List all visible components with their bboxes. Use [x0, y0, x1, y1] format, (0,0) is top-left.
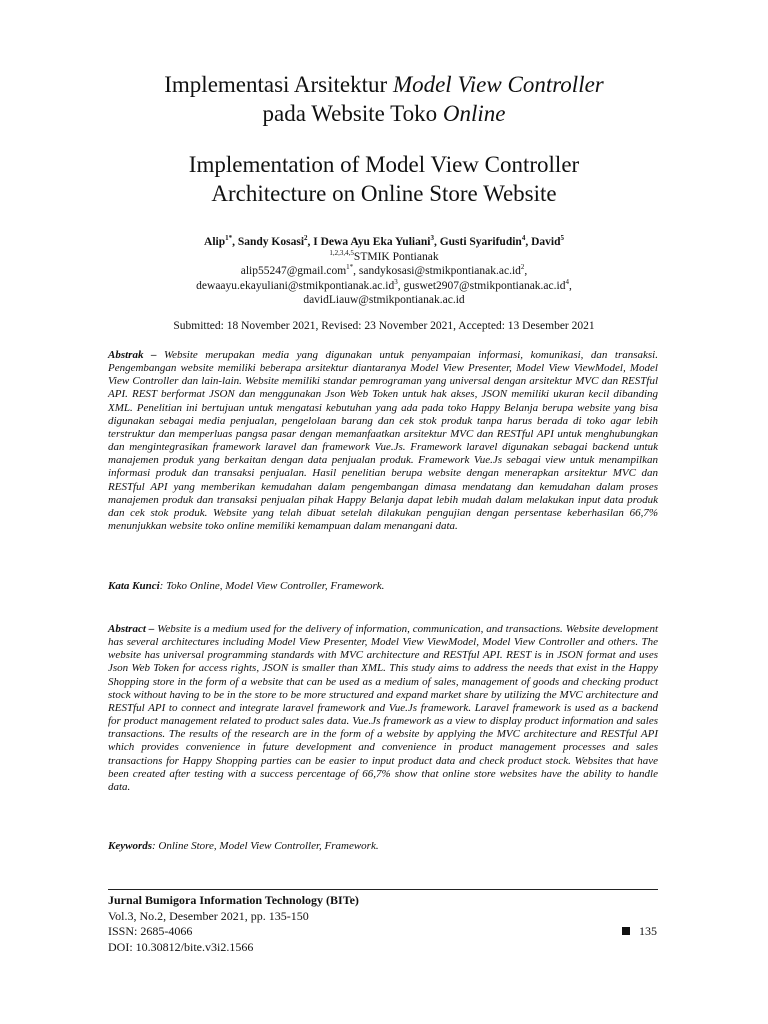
journal-name: Jurnal Bumigora Information Technology (BITe): [108, 893, 359, 907]
title-id-line-1: [0, 70, 768, 99]
title-indonesian: [0, 70, 768, 128]
title-english: [0, 150, 768, 208]
title-id-line-2: [0, 99, 768, 128]
author-name: Alip: [204, 236, 226, 248]
abstrak-paragraph: [108, 349, 658, 533]
title-en-line-1: Implementation of Model View Controller: [188, 152, 580, 177]
journal-issn: ISSN: 2685-4066: [108, 924, 193, 938]
email-superscript: 4: [565, 277, 569, 286]
title-id-line-2-plain: pada Website Toko: [262, 101, 443, 126]
affiliation-superscript: 1,2,3,4,5: [329, 248, 354, 257]
email-line-2: $dewaayu.ekayuliani@stmikpontianak.ac.id^3$, $guswet2907@stmikpontianak.ac.id^4$,: [196, 277, 572, 292]
abstract-paragraph: [108, 623, 658, 794]
author-email: alip55247@gmail.com: [240, 265, 347, 277]
square-bullet-icon: [622, 927, 630, 935]
email-line-3: [60, 293, 708, 308]
journal-doi: DOI: 10.30812/bite.v3i2.1566: [108, 939, 254, 954]
kata-kunci: [108, 580, 658, 593]
title-id-line-2-italic: Online: [442, 101, 506, 126]
abstract-label: Abstract –: [108, 623, 155, 635]
page-number-value: 135: [639, 924, 657, 938]
author-name: David: [531, 236, 561, 248]
author-email: dewaayu.ekayuliani@stmikpontianak.ac.id: [196, 279, 395, 292]
author-superscript: 2: [304, 234, 308, 243]
keywords-label: Keywords: [108, 840, 152, 852]
abstrak-label: Abstrak –: [108, 349, 157, 361]
kata-kunci-text: : Toko Online, Model View Controller, Framework.: [159, 580, 385, 592]
footer-divider: [108, 889, 658, 890]
keywords: [108, 840, 658, 853]
author-email: davidLiauw@stmikpontianak.ac.id: [303, 294, 465, 306]
affiliation: [60, 250, 708, 265]
author-superscript: 5: [560, 234, 564, 243]
title-en-line-2: Architecture on Online Store Website: [211, 181, 557, 206]
author-name: I Dewa Ayu Eka Yuliani: [313, 236, 431, 248]
author-superscript: 1*: [225, 234, 233, 243]
author-email: sandykosasi@stmikpontianak.ac.id: [358, 265, 521, 277]
title-id-line-1-italic: Model View Controller: [392, 72, 604, 97]
page-number: [622, 924, 657, 940]
kata-kunci-label: Kata Kunci: [108, 580, 160, 592]
journal-volume: Vol.3, No.2, Desember 2021, pp. 135-150: [108, 908, 309, 923]
submission-dates: Submitted: 18 November 2021, Revised: 23 November 2021, Accepted: 13 Desember 2021: [173, 320, 595, 332]
email-superscript: 2: [520, 263, 525, 272]
journal-footer: [108, 893, 528, 955]
author-superscript: 3: [430, 234, 434, 243]
email-superscript: 3: [394, 277, 398, 286]
keywords-text: : Online Store, Model View Controller, Framework.: [152, 840, 379, 852]
author-email: guswet2907@stmikpontianak.ac.id: [403, 279, 566, 292]
email-superscript: 1*: [346, 263, 354, 272]
abstrak-text: Website merupakan media yang digunakan untuk penyampaian informasi, komunikasi, dan transaksi. Pengembangan website memiliki beberapa arsitektur diantaranya Model View Presenter, Model View ViewModel, Model View Controller dan lain-lain. Website memiliki standar pemrograman yang universal dengan arsitektur MVC dan RESTful API. REST berformat JSON dan menggunakan Json Web Token untuk hak akses, JSON memiliki ukuran kecil dibanding XML. Penelitian ini bertujuan untuk mengatasi kebutuhan yang ada pada toko Happy Belanja berupa website yang bisa digunakan sebagai media penjualan, pengelolaan barang dan cek stok produk tanpa harus berada di toko agar lebih terstruktur dan memperluas pangsa pasar dengan memanfaatkan arsitektur MVC dan RESTful API untuk menghubungkan dan mengintegrasikan framework laravel dan framework Vue.Js. Framework laravel digunakan sebagai backend untuk manajemen produk yang berkaitan dengan data penjualan produk. Framework Vue.Js sebagai view untuk menampilkan informasi produk dan transaksi penjualan. Hasil penelitian berupa website dengan menerapkan arsitektur MVC dan RESTful API yang memberikan kemudahan dalam pengembangan dimasa mendatang dan kemudahan dalam proses manajemen produk dan transaksi penjualan pihak Happy Belanja dapat lebih mudah dalam melakukan input data produk dan cek stok produk. Website yang telah dibuat setelah dilakukan pengujian dengan persentase keberhasilan 66,7% menunjukkan website toko online memiliki kemampuan dalam menangani data.: [108, 349, 658, 533]
email-line-1: alip55247@gmail.com$^{1*}$, $sandykosasi@stmikpontianak.ac.id^2$,: [240, 263, 528, 277]
author-names: Alip$^{1*}$, Sandy Kosasi$^2$, I Dewa Ayu Eka Yuliani$^3$, Gusti Syarifudin$^4$, David$^5$: [204, 234, 564, 248]
author-name: Gusti Syarifudin: [439, 236, 522, 248]
affiliation-name: STMIK Pontianak: [353, 250, 439, 263]
title-id-line-1-plain: Implementasi Arsitektur: [164, 72, 393, 97]
author-block: [60, 235, 708, 308]
author-name: Sandy Kosasi: [237, 236, 305, 248]
author-superscript: 4: [521, 234, 526, 243]
abstract-text: Website is a medium used for the delivery of information, communication, and transactions. Website development has several architectures including Model View Presenter, Model View ViewModel, Model View Controller and others. The website has universal programming standards with MVC architecture and RESTful API. REST is in JSON format and uses Json Web Token for access rights, JSON is smaller than XML. This study aims to address the needs that exist in the Happy Shopping store in the form of a website that can be used as a medium of sales, management of goods and checking product stock without having to be in the store to be more structured and expand market share by utilizing the MVC architecture and RESTful API to connect and integrate laravel framework and Vue.Js framework. Laravel framework is used as a backend for product management related to product sales data. Vue.Js framework as a view to display product information and sales transactions. The results of the research are in the form of a website by applying the MVC architecture and RESTful API which provides convenience in future development and convenience in product management processes and sales transactions for Happy Shopping parties can be easier to input product data and check product stock. Websites that have been created after testing with a success percentage of 66,7% show that online store websites have the ability to handle data.: [108, 623, 658, 793]
